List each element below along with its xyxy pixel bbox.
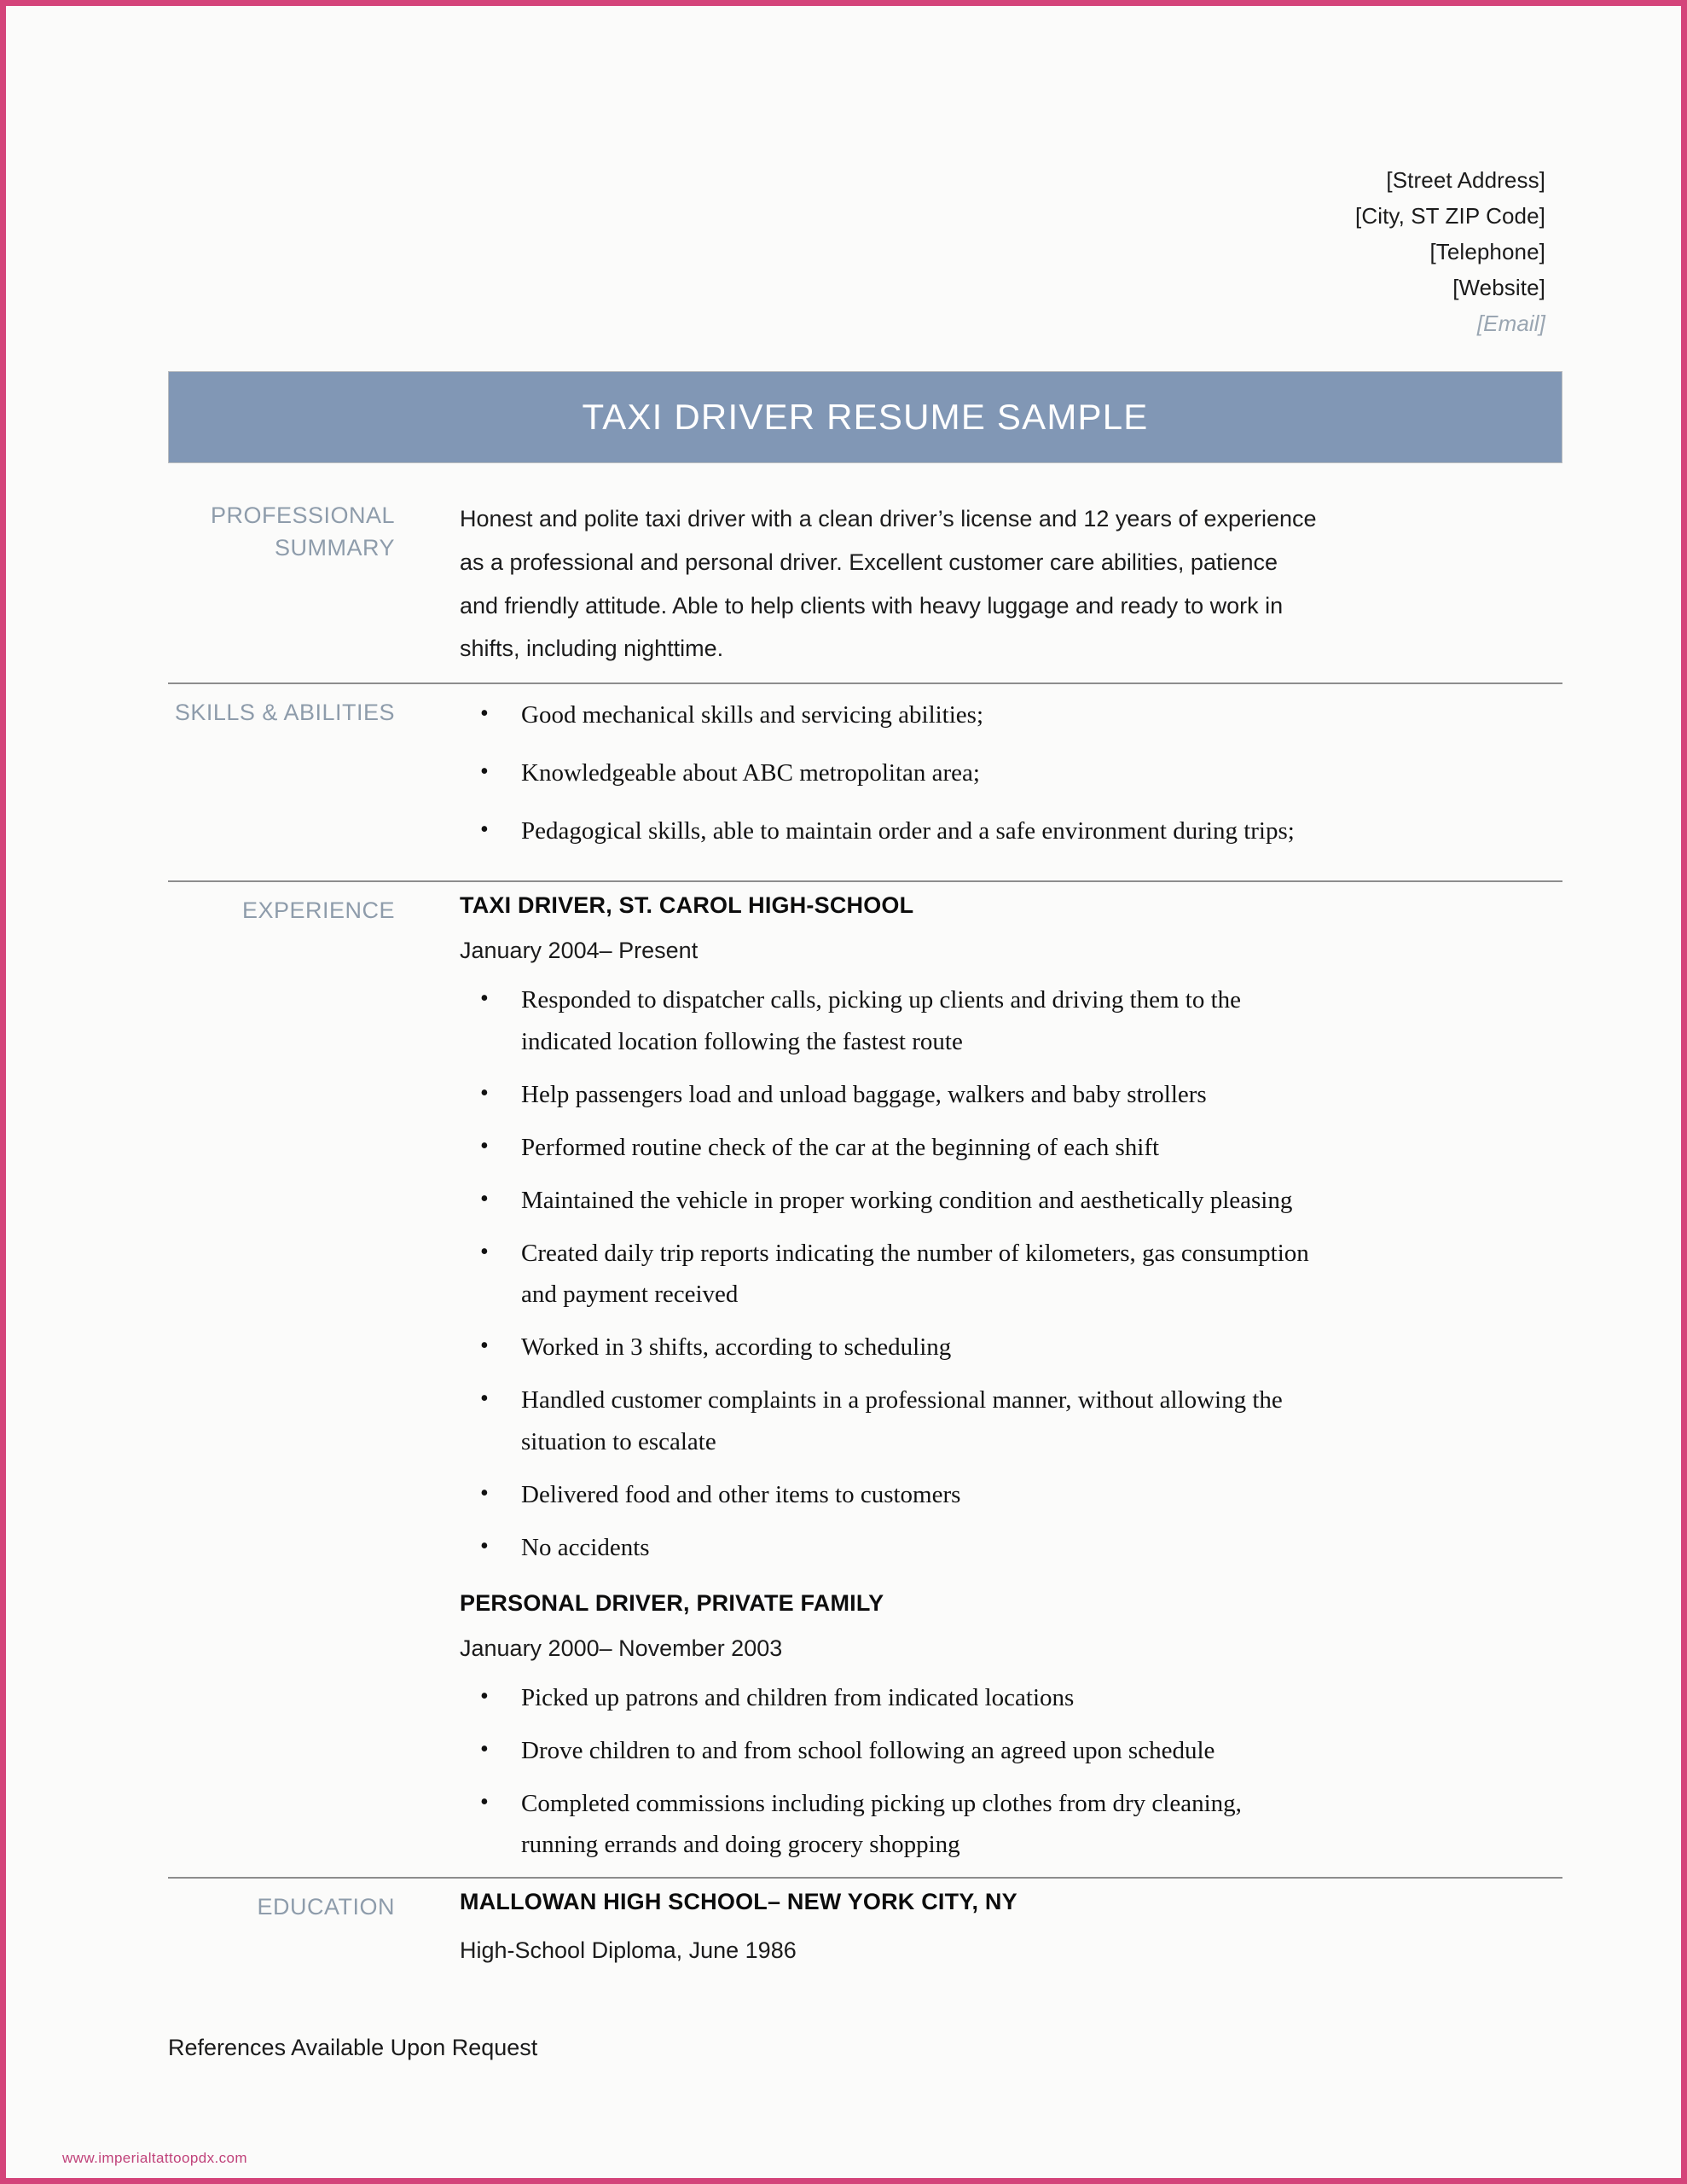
bullet-text: Pedagogical skills, able to maintain order and a safe environment during trips;: [521, 817, 1295, 845]
contact-website: [Website]: [1452, 275, 1545, 301]
job-list-item: [460, 1127, 1321, 1168]
bullet-icon: •: [480, 1333, 489, 1360]
bullet-icon: •: [480, 1385, 489, 1413]
section-label-cell-summary: [168, 487, 414, 565]
bullet-icon: •: [480, 1532, 489, 1560]
bullet-text: Picked up patrons and children from indicated locations: [521, 1683, 1075, 1711]
job-list-item: [460, 1180, 1321, 1221]
job-list-item: [460, 1730, 1321, 1771]
bullet-icon: •: [480, 1789, 489, 1816]
section-label-cell-education: [168, 1879, 414, 1923]
bullet-text: Maintained the vehicle in proper working condition and aesthetically pleasing: [521, 1186, 1293, 1214]
job-list-item: [460, 1783, 1321, 1865]
summary-paragraph: Honest and polite taxi driver with a clean driver’s license and 12 years of experience as a professional and personal driver. Excellent customer care abilities, patience and friendly attitude. Able to help clients with heavy luggage and ready to work in shifts, including nighttime.: [460, 506, 1317, 662]
job-list-item: [460, 1074, 1321, 1115]
bullet-icon: •: [480, 1736, 489, 1763]
job-dates: January 2000– November 2003: [460, 1635, 783, 1661]
section-content-summary: [414, 487, 1562, 682]
job-list-item: [460, 979, 1321, 1061]
bullet-text: Responded to dispatcher calls, picking up clients and driving them to the indicated location following the fastest route: [521, 986, 1242, 1055]
contact-email: [Email]: [1476, 311, 1545, 337]
experience-job-block: [460, 892, 1554, 1568]
bullet-text: No accidents: [521, 1533, 650, 1561]
education-degree: High-School Diploma, June 1986: [460, 1937, 797, 1964]
bullet-icon: •: [480, 1239, 489, 1265]
job-list-item: [460, 1527, 1321, 1568]
bullet-text: Knowledgeable about ABC metropolitan area;: [521, 759, 980, 787]
section-professional-summary: [168, 487, 1562, 682]
references-note: References Available Upon Request: [168, 2035, 538, 2060]
section-experience: [168, 880, 1562, 1877]
bullet-icon: •: [480, 816, 489, 844]
section-label-summary-line2: SUMMARY: [274, 535, 395, 561]
section-content-skills: [414, 684, 1562, 880]
section-label-skills: SKILLS & ABILITIES: [174, 700, 395, 725]
section-content-experience: [414, 882, 1562, 1877]
source-watermark: www.imperialtattoopdx.com: [62, 2150, 247, 2166]
job-bullet-list: [460, 979, 1554, 1568]
bullet-text: Good mechanical skills and servicing abilities;: [521, 701, 984, 729]
job-list-item: [460, 1233, 1321, 1315]
job-list-item: [460, 1327, 1321, 1368]
bullet-text: Handled customer complaints in a professional manner, without allowing the situation to escalate: [521, 1386, 1283, 1455]
bullet-icon: •: [480, 1185, 489, 1212]
bullet-text: Delivered food and other items to customers: [521, 1480, 961, 1508]
job-dates: January 2004– Present: [460, 938, 699, 964]
bullet-icon: •: [480, 1132, 489, 1159]
bullet-text: Help passengers load and unload baggage, walkers and baby strollers: [521, 1080, 1207, 1108]
resume-body: [168, 487, 1562, 1976]
section-label-education: EDUCATION: [257, 1894, 395, 1920]
skill-list-item: [460, 810, 1321, 851]
page-title: TAXI DRIVER RESUME SAMPLE: [582, 397, 1149, 437]
contact-city-state-zip: [City, ST ZIP Code]: [1355, 203, 1545, 229]
section-label-summary-line1: PROFESSIONAL: [210, 502, 395, 528]
skill-list-item: [460, 752, 1321, 793]
section-skills-abilities: [168, 682, 1562, 880]
job-list-item: [460, 1380, 1321, 1461]
job-title: PERSONAL DRIVER, PRIVATE FAMILY: [460, 1589, 884, 1616]
resume-title-banner: [168, 371, 1562, 463]
section-label-cell-skills: [168, 684, 414, 729]
skills-bullet-list: [460, 694, 1554, 851]
section-education: [168, 1877, 1562, 1976]
contact-street-address: [Street Address]: [1386, 167, 1545, 193]
bullet-icon: •: [480, 985, 489, 1013]
bullet-icon: •: [480, 700, 489, 727]
bullet-icon: •: [480, 1479, 489, 1507]
contact-block: [1355, 162, 1545, 342]
section-label-experience: EXPERIENCE: [241, 897, 395, 924]
bullet-text: Drove children to and from school following an agreed upon schedule: [521, 1737, 1215, 1764]
resume-page-sheet: [21, 13, 1678, 2175]
section-content-education: [414, 1879, 1562, 1976]
bullet-text: Worked in 3 shifts, according to scheduling: [521, 1333, 952, 1362]
section-label-cell-experience: [168, 882, 414, 926]
job-list-item: [460, 1474, 1321, 1515]
bullet-icon: •: [480, 1682, 489, 1710]
experience-job-block: [460, 1590, 1554, 1866]
job-list-item: [460, 1677, 1321, 1718]
job-title: TAXI DRIVER, ST. CAROL HIGH-SCHOOL: [460, 892, 914, 919]
bullet-text: Performed routine check of the car at the beginning of each shift: [521, 1133, 1160, 1161]
skill-list-item: [460, 694, 1321, 735]
bullet-icon: •: [480, 1079, 489, 1107]
job-bullet-list: [460, 1677, 1554, 1866]
bullet-text: Created daily trip reports indicating the number of kilometers, gas consumption and payment received: [521, 1240, 1309, 1309]
education-school-name: MALLOWAN HIGH SCHOOL– NEW YORK CITY, NY: [460, 1889, 1017, 1915]
contact-telephone: [Telephone]: [1429, 239, 1545, 265]
bullet-icon: •: [480, 758, 489, 786]
bullet-text: Completed commissions including picking up clothes from dry cleaning, running errands and doing grocery shopping: [521, 1790, 1242, 1859]
